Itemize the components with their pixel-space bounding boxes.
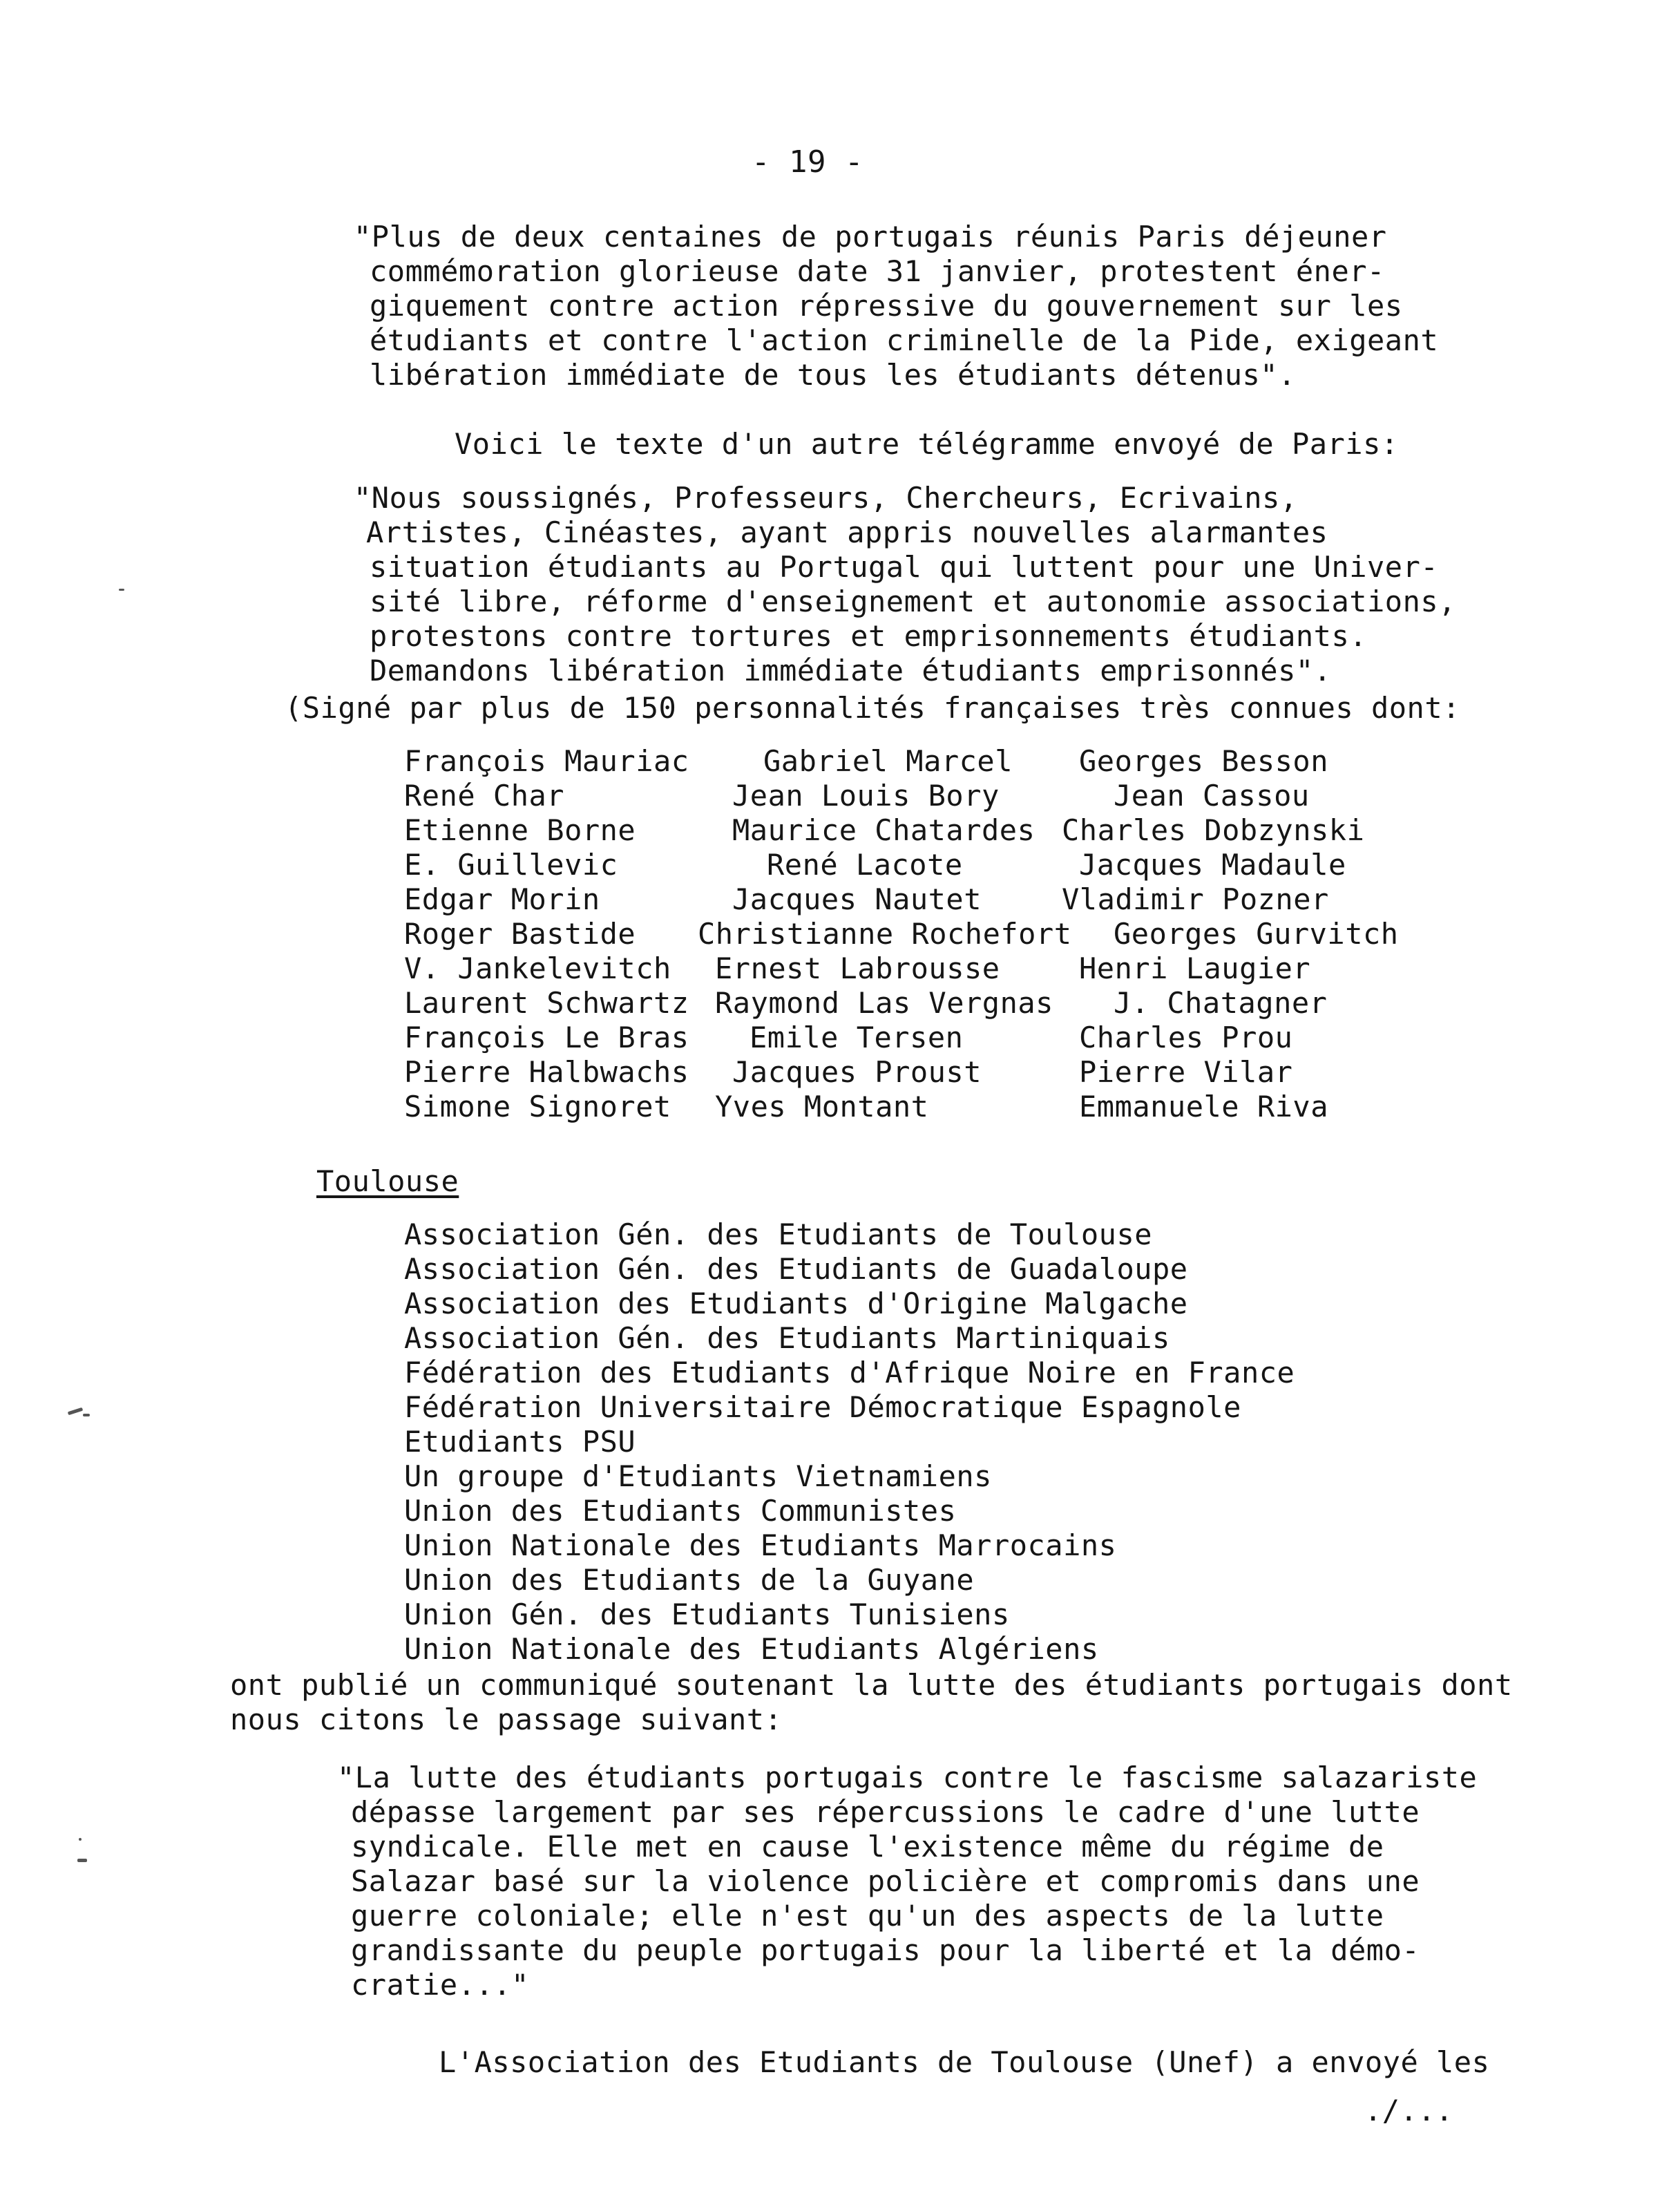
signatory-name: Edgar Morin	[404, 882, 600, 916]
signed-line: (Signé par plus de 150 personnalités françaises très connues dont:	[285, 691, 1460, 725]
signatory-name: Emmanuele Riva	[1079, 1090, 1329, 1123]
telegram2-line: Artistes, Cinéastes, ayant appris nouvelles alarmantes	[366, 515, 1328, 549]
quote-line: "La lutte des étudiants portugais contre le fascisme salazariste	[337, 1761, 1478, 1794]
quote-line: grandissante du peuple portugais pour la liberté et la démo-	[351, 1933, 1420, 1967]
association-item: Union des Etudiants de la Guyane	[404, 1563, 975, 1597]
signatory-name: E. Guillevic	[404, 848, 618, 882]
association-item: Association Gén. des Etudiants de Toulouse	[404, 1217, 1153, 1251]
telegram2-line: situation étudiants au Portugal qui luttent pour une Univer-	[370, 550, 1439, 584]
signatory-name: Jean Louis Bory	[732, 779, 1000, 813]
signatory-name: Raymond Las Vergnas	[715, 986, 1053, 1020]
telegram2-line: "Nous soussignés, Professeurs, Chercheurs, Ecrivains,	[354, 481, 1298, 515]
signatory-name: Jacques Nautet	[732, 882, 982, 916]
association-item: Fédération Universitaire Démocratique Espagnole	[404, 1390, 1241, 1424]
signatory-name: François Le Bras	[404, 1021, 689, 1054]
signatory-name: Ernest Labrousse	[715, 951, 1000, 985]
association-item: Fédération des Etudiants d'Afrique Noire en France	[404, 1356, 1295, 1390]
signatory-name: Pierre Halbwachs	[404, 1055, 689, 1089]
association-item: Association Gén. des Etudiants Martiniquais	[404, 1321, 1170, 1355]
telegram1-line: "Plus de deux centaines de portugais réunis Paris déjeuner	[354, 220, 1387, 254]
association-item: Association des Etudiants d'Origine Malgache	[404, 1287, 1188, 1320]
signatory-name: Georges Besson	[1079, 744, 1329, 778]
quote-line: Salazar basé sur la violence policière et compromis dans une	[351, 1864, 1420, 1898]
signatory-name: Etienne Borne	[404, 813, 636, 847]
association-item: Association Gén. des Etudiants de Guadaloupe	[404, 1252, 1188, 1286]
quote-line: cratie..."	[351, 1968, 529, 2002]
signatory-name: Charles Prou	[1079, 1021, 1293, 1054]
scan-speck	[68, 1407, 83, 1416]
signatory-name: Maurice Chatardes	[732, 813, 1035, 847]
telegram2-line: Demandons libération immédiate étudiants emprisonnés".	[370, 654, 1332, 688]
quote-line: guerre coloniale; elle n'est qu'un des aspects de la lutte	[351, 1899, 1384, 1933]
signatory-name: J. Chatagner	[1114, 986, 1328, 1020]
continuation-mark: ./...	[1364, 2094, 1453, 2127]
signatory-name: Simone Signoret	[404, 1090, 671, 1123]
telegram2-line: protestons contre tortures et emprisonnements étudiants.	[370, 619, 1368, 653]
scan-speck	[77, 1859, 87, 1862]
association-item: Union Nationale des Etudiants Marrocains	[404, 1528, 1117, 1562]
signatory-name: Georges Gurvitch	[1114, 917, 1399, 951]
signatory-name: René Char	[404, 779, 565, 813]
association-item: Etudiants PSU	[404, 1425, 636, 1459]
signatory-name: Roger Bastide	[404, 917, 636, 951]
signatory-name: François Mauriac	[404, 744, 689, 778]
signatory-name: Jacques Proust	[732, 1055, 982, 1089]
communique-line: nous citons le passage suivant:	[230, 1703, 783, 1736]
signatory-name: Emile Tersen	[750, 1021, 964, 1054]
association-item: Un groupe d'Etudiants Vietnamiens	[404, 1459, 992, 1493]
telegram2-line: sité libre, réforme d'enseignement et autonomie associations,	[370, 585, 1456, 618]
signatory-name: Jean Cassou	[1114, 779, 1310, 813]
signatory-name: Vladimir Pozner	[1062, 882, 1329, 916]
quote-line: dépasse largement par ses répercussions le cadre d'une lutte	[351, 1795, 1420, 1829]
association-item: Union Nationale des Etudiants Algériens	[404, 1632, 1099, 1666]
telegram1-line: libération immédiate de tous les étudiants détenus".	[370, 358, 1296, 392]
signatory-name: Henri Laugier	[1079, 951, 1311, 985]
scan-speck	[119, 589, 124, 591]
telegram1-line: commémoration glorieuse date 31 janvier, protestent éner-	[370, 254, 1385, 288]
signatory-name: Christianne Rochefort	[698, 917, 1072, 951]
association-item: Union des Etudiants Communistes	[404, 1494, 957, 1528]
scan-speck	[83, 1414, 90, 1416]
signatory-name: Jacques Madaule	[1079, 848, 1346, 882]
final-paragraph-line: L'Association des Etudiants de Toulouse (Unef) a envoyé les	[439, 2045, 1490, 2079]
association-item: Union Gén. des Etudiants Tunisiens	[404, 1597, 1010, 1631]
signatory-name: Pierre Vilar	[1079, 1055, 1293, 1089]
signatory-name: Yves Montant	[715, 1090, 929, 1123]
scan-speck	[79, 1838, 82, 1841]
signatory-name: Gabriel Marcel	[763, 744, 1013, 778]
toulouse-heading: Toulouse	[316, 1164, 459, 1198]
telegram1-line: giquement contre action répressive du gouvernement sur les	[370, 289, 1403, 323]
signatory-name: Laurent Schwartz	[404, 986, 689, 1020]
telegram1-line: étudiants et contre l'action criminelle de la Pide, exigeant	[370, 323, 1439, 357]
signatory-name: René Lacote	[767, 848, 963, 882]
quote-line: syndicale. Elle met en cause l'existence même du régime de	[351, 1830, 1384, 1864]
signatory-name: Charles Dobzynski	[1062, 813, 1365, 847]
intro-paragraph: Voici le texte d'un autre télégramme envoyé de Paris:	[455, 427, 1399, 461]
communique-line: ont publié un communiqué soutenant la lutte des étudiants portugais dont	[230, 1668, 1513, 1702]
signatory-name: V. Jankelevitch	[404, 951, 671, 985]
page-number: - 19 -	[752, 144, 863, 180]
